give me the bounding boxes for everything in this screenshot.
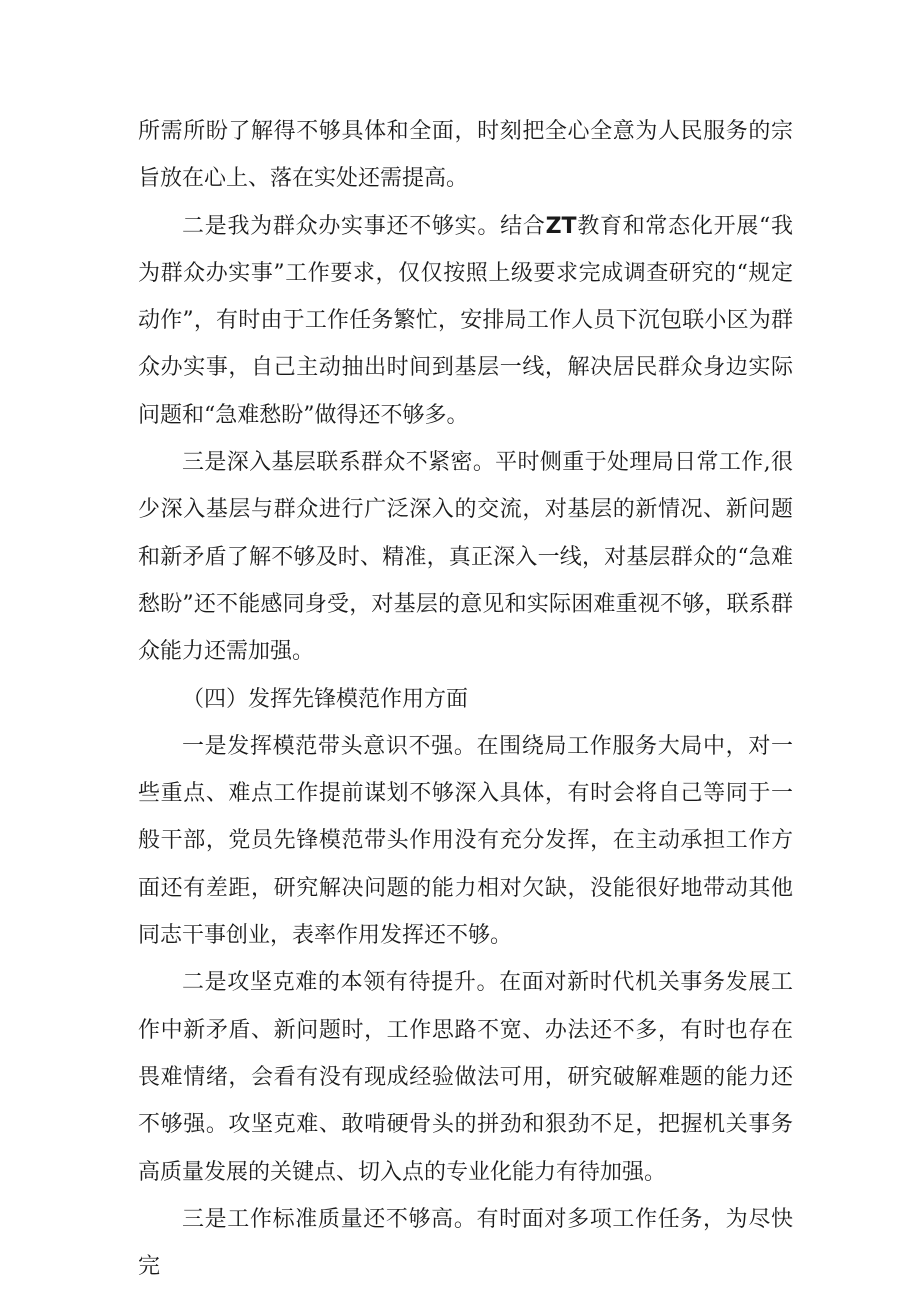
- paragraph-work-standards: 三是工作标准质量还不够高。有时面对多项工作任务，为尽快完: [138, 1206, 793, 1280]
- paragraph-text-start: 二是我为群众办实事还不够实。结合: [182, 213, 546, 239]
- paragraph-tackle-difficulties: 二是攻坚克难的本领有待提升。在面对新时代机关事务发展工作中新矛盾、新问题时，工作思路不宽、办法还不多，有时也存在畏难情绪，会看有没有现成经验做法可用，研究破解难题的能力还不够强。攻坚克难、敢啃硬骨头的拼劲和狠劲不足，把握机关事务高质量发展的关键点、切入点的专业化能力有待加强。: [138, 970, 793, 1185]
- section-heading: （四）发挥先锋模范作用方面: [182, 686, 469, 712]
- paragraph-text-end: 教育和常态化开展“我为群众办实事”工作要求，仅仅按照上级要求完成调查研究的“规定动作”，有时由于工作任务繁忙，安排局工作人员下沉包联小区为群众办实事，自己主动抽出时间到基层一线，解决居民群众身边实际问题和“急难愁盼”做得还不够多。: [138, 213, 793, 428]
- abbreviation-zt: ZT: [545, 213, 577, 239]
- paragraph-grassroots: 三是深入基层联系群众不紧密。平时侧重于处理局日常工作,很少深入基层与群众进行广泛深入的交流，对基层的新情况、新问题和新矛盾了解不够及时、精准，真正深入一线，对基层群众的“急难愁盼”还不能感同身受，对基层的意见和实际困难重视不够，联系群众能力还需加强。: [138, 450, 793, 665]
- paragraph-serve-masses: [138, 203, 793, 439]
- paragraph-continued: 所需所盼了解得不够具体和全面，时刻把全心全意为人民服务的宗旨放在心上、落在实处还需提高。: [138, 119, 793, 192]
- paragraph-leading-role: 一是发挥模范带头意识不强。在围绕局工作服务大局中，对一些重点、难点工作提前谋划不够深入具体，有时会将自己等同于一般干部，党员先锋模范带头作用没有充分发挥，在主动承担工作方面还有差距，研究解决问题的能力相对欠缺，没能很好地带动其他同志干事创业，表率作用发挥还不够。: [138, 733, 793, 949]
- document-body: [138, 108, 793, 1290]
